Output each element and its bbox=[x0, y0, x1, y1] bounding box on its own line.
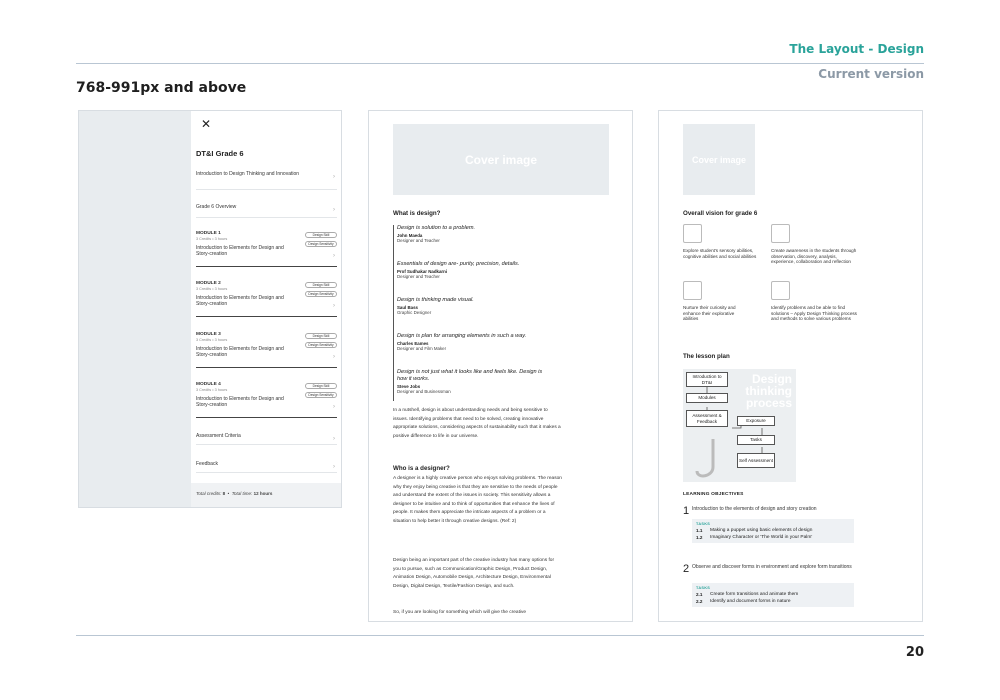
module-heading: MODULE 4 bbox=[196, 382, 221, 387]
diagram-box-self-assessment: Self Assessment bbox=[737, 453, 775, 468]
module-title: Introduction to Elements for Design and Story-creation bbox=[196, 396, 284, 408]
lesson-plan-diagram bbox=[683, 369, 796, 482]
who-is-designer-heading: Who is a designer? bbox=[393, 465, 450, 472]
chevron-right-icon: › bbox=[333, 436, 335, 442]
quote-author: John Maeda bbox=[397, 233, 423, 238]
skill-badge: Design Skill bbox=[305, 282, 337, 288]
module-meta: 3 Credits • 3 hours bbox=[196, 237, 228, 241]
menu-drawer-panel bbox=[78, 110, 342, 508]
credits-value: 8 bbox=[222, 491, 226, 496]
menu-drawer bbox=[191, 111, 342, 508]
menu-item-intro[interactable] bbox=[196, 171, 337, 190]
module-meta: 3 Credits • 3 hours bbox=[196, 287, 228, 291]
skill-badge: Design Skill bbox=[305, 383, 337, 389]
vision-text: Identify problems and be able to find solutions – Apply Design Thinking process and methods to solve various problems bbox=[771, 305, 857, 322]
task-row bbox=[696, 599, 850, 604]
page-number: 20 bbox=[905, 645, 924, 660]
task-id: 1.1 bbox=[696, 528, 703, 533]
tasks-block bbox=[692, 583, 854, 607]
module-item-2[interactable] bbox=[196, 281, 337, 317]
quote-author: Steve Jobs bbox=[397, 384, 421, 389]
vision-icon bbox=[683, 224, 702, 243]
credits-label: Total credits: bbox=[196, 491, 222, 496]
career-options-paragraph: Design being an important part of the creative industry has many options for you to pursue, such as Communication/Graphic Design, Product Design, Animation Design, Automobile Design, Architecture Design, Environmental Design, Digital Design, Textile/Fashion Design, and such. bbox=[393, 558, 555, 589]
module-heading: MODULE 2 bbox=[196, 281, 221, 286]
quote-block bbox=[397, 369, 547, 394]
module-meta: 3 Credits • 3 hours bbox=[196, 338, 228, 342]
closing-paragraph: So, if you are looking for something which will give the creative bbox=[393, 610, 527, 615]
section-title: The Layout - Design bbox=[789, 42, 924, 56]
time-value: 12 hours bbox=[253, 491, 273, 496]
objective-number: 2 bbox=[683, 563, 690, 575]
task-row bbox=[696, 528, 850, 533]
header-divider bbox=[76, 63, 924, 64]
module-item-1[interactable] bbox=[196, 231, 337, 267]
module-item-3[interactable] bbox=[196, 332, 337, 368]
task-text: Imaginary Character or 'The World in your Palm' bbox=[710, 535, 813, 540]
vision-heading: Overall vision for grade 6 bbox=[683, 210, 758, 217]
quote-role: Designer and Teacher bbox=[397, 238, 440, 243]
chevron-right-icon: › bbox=[333, 174, 335, 180]
vision-text: Nurture their curiosity and enhance their explorative abilities bbox=[683, 305, 736, 322]
task-id: 1.2 bbox=[696, 535, 703, 540]
time-label: Total time: bbox=[231, 491, 253, 496]
menu-item-label: Introduction to Design Thinking and Innovation bbox=[196, 171, 300, 177]
task-row bbox=[696, 535, 850, 540]
vision-text: Explore student's sensory abilities, cognitive abilities and social abilities bbox=[683, 248, 757, 259]
chevron-right-icon: › bbox=[333, 354, 335, 360]
menu-item-feedback[interactable] bbox=[196, 461, 337, 473]
diagram-box-exposure: Exposure bbox=[737, 416, 775, 426]
menu-item-label: Feedback bbox=[196, 461, 218, 467]
module-heading: MODULE 1 bbox=[196, 231, 221, 236]
menu-item-label: Grade 6 Overview bbox=[196, 204, 237, 210]
cover-image: Cover image bbox=[683, 124, 755, 195]
quote-author: Prof Sudhakar Nadkarni bbox=[397, 269, 448, 274]
chevron-right-icon: › bbox=[333, 464, 335, 470]
vision-icon bbox=[771, 224, 790, 243]
quote-role: Designer and Businessman bbox=[397, 389, 451, 394]
chevron-right-icon: › bbox=[333, 404, 335, 410]
menu-item-label: Assessment Criteria bbox=[196, 433, 241, 439]
design-summary-paragraph: In a nutshell, design is about understanding needs and being sensitive to issues. Identifying problems that need to be solved, creating innovative appropriate solutions, considering aspects of sustainability such that it makes a positive difference to life in our universe. bbox=[393, 408, 561, 439]
quote-text: Essentials of design are- purity, precision, details. bbox=[397, 261, 520, 267]
quote-bar bbox=[393, 225, 394, 401]
menu-item-overview[interactable] bbox=[196, 204, 337, 218]
quote-block bbox=[397, 261, 519, 279]
drawer-footer: Total credits: 8 • Total time: 12 hours bbox=[191, 483, 342, 508]
objective-text: Observe and discover forms in environment and explore form transitions bbox=[692, 564, 852, 570]
module-meta: 3 Credits • 3 hours bbox=[196, 388, 228, 392]
quote-author: Saul Bass bbox=[397, 305, 418, 310]
tasks-label: TASKS bbox=[696, 522, 711, 526]
quote-author: Charles Eames bbox=[397, 341, 429, 346]
quote-text: Design is plan for arranging elements in such a way. bbox=[397, 333, 527, 339]
task-text: Create form transitions and animate them bbox=[710, 592, 799, 597]
designer-paragraph: A designer is a highly creative person who enjoys solving problems. The reason why they enjoy being creative is that they are sensitive to the needs of people and understand the extent of the issues in society. This sensitivity allows a designer to be intuitive and to think of opportunities that enhance the lives of people. It makes them appreciate the intricate aspects of a problem or a situation to help better it through creative designs. (Ref: 2) bbox=[393, 476, 562, 524]
tasks-block bbox=[692, 519, 854, 543]
sensitivity-badge: Design Sensitivity bbox=[305, 392, 337, 398]
objective-text: Introduction to the elements of design and story creation bbox=[692, 506, 817, 512]
quote-text: Design is solution to a problem. bbox=[397, 225, 476, 231]
quote-block bbox=[397, 225, 475, 243]
task-id: 2.1 bbox=[696, 592, 703, 597]
quote-role: Designer and Teacher bbox=[397, 274, 440, 279]
drawer-title: DT&I Grade 6 bbox=[196, 149, 244, 158]
quote-block bbox=[397, 333, 526, 351]
module-title: Introduction to Elements for Design and Story-creation bbox=[196, 346, 284, 358]
chevron-right-icon: › bbox=[333, 207, 335, 213]
close-icon[interactable]: ✕ bbox=[201, 117, 212, 131]
skill-badge: Design Skill bbox=[305, 232, 337, 238]
module-item-4[interactable] bbox=[196, 382, 337, 418]
diagram-box-intro: Introduction to DT&I bbox=[686, 372, 728, 387]
sensitivity-badge: Design Sensitivity bbox=[305, 291, 337, 297]
breakpoint-title: 768-991px and above bbox=[76, 80, 247, 96]
quote-text: Design is thinking made visual. bbox=[397, 297, 474, 303]
vision-icon bbox=[683, 281, 702, 300]
quote-role: Graphic Designer bbox=[397, 310, 432, 315]
chevron-right-icon: › bbox=[333, 303, 335, 309]
article-panel bbox=[368, 110, 633, 622]
lesson-plan-heading: The lesson plan bbox=[683, 353, 730, 360]
quote-block bbox=[397, 297, 474, 315]
cover-image: Cover image bbox=[393, 124, 609, 195]
tasks-label: TASKS bbox=[696, 586, 711, 590]
chevron-right-icon: › bbox=[333, 253, 335, 259]
quote-text: Design is not just what it looks like and feels like. Design is how it works. bbox=[397, 369, 543, 382]
module-title: Introduction to Elements for Design and Story-creation bbox=[196, 295, 284, 307]
task-row bbox=[696, 592, 850, 597]
menu-item-assessment[interactable] bbox=[196, 433, 337, 445]
diagram-box-modules: Modules bbox=[686, 393, 728, 403]
diagram-box-tasks: Tasks bbox=[737, 435, 775, 445]
task-text: Making a puppet using basic elements of design bbox=[710, 528, 813, 533]
objective-number: 1 bbox=[683, 505, 690, 517]
what-is-design-heading: What is design? bbox=[393, 210, 441, 217]
quote-role: Designer and Film Maker bbox=[397, 346, 447, 351]
version-label: Current version bbox=[818, 67, 924, 81]
task-id: 2.2 bbox=[696, 599, 703, 604]
sensitivity-badge: Design Sensitivity bbox=[305, 342, 337, 348]
module-heading: MODULE 3 bbox=[196, 332, 221, 337]
objectives-heading: LEARNING OBJECTIVES bbox=[683, 492, 744, 497]
task-text: Identify and document forms in nature bbox=[710, 599, 791, 604]
sensitivity-badge: Design Sensitivity bbox=[305, 241, 337, 247]
overview-panel bbox=[658, 110, 923, 622]
diagram-box-assessment: Assessment & Feedback bbox=[686, 410, 728, 427]
module-title: Introduction to Elements for Design and Story-creation bbox=[196, 245, 284, 257]
diagram-watermark: Design thinking process bbox=[745, 372, 792, 410]
footer-divider bbox=[76, 635, 924, 636]
vision-text: Create awareness in the students through observation, discovery, analysis, experience, collaboration and reflection bbox=[771, 248, 857, 265]
skill-badge: Design Skill bbox=[305, 333, 337, 339]
vision-icon bbox=[771, 281, 790, 300]
